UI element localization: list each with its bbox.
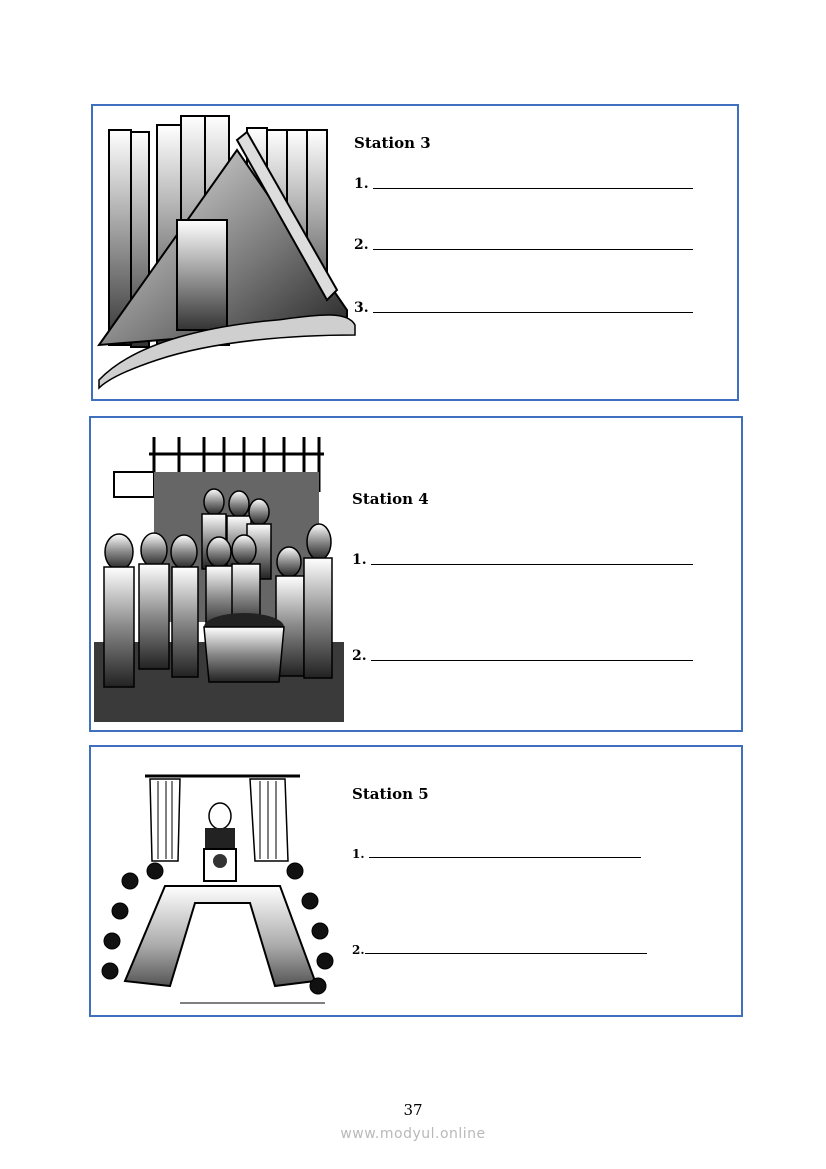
answer-line xyxy=(371,564,693,565)
station-4-card xyxy=(89,416,743,732)
station-4-answer-1[interactable] xyxy=(352,552,693,568)
answer-line xyxy=(371,660,693,661)
answer-number: 2. xyxy=(352,648,367,664)
assembly-group-illustration xyxy=(94,432,344,722)
station-4-answer-2[interactable] xyxy=(352,648,693,664)
station-3-answer-2[interactable] xyxy=(354,237,693,253)
council-meeting-illustration xyxy=(100,771,340,1011)
answer-number: 2. xyxy=(352,943,365,957)
page-number: 37 xyxy=(403,1101,423,1119)
answer-line xyxy=(373,188,693,189)
answer-line xyxy=(369,857,641,858)
answer-number: 1. xyxy=(352,847,365,861)
answer-number: 1. xyxy=(352,552,367,568)
station-3-card xyxy=(91,104,739,401)
station-3-answer-3[interactable] xyxy=(354,300,693,316)
answer-line xyxy=(365,953,647,954)
station-5-card xyxy=(89,745,743,1017)
station-5-answer-1[interactable] xyxy=(352,847,641,861)
answer-number: 1. xyxy=(354,176,369,192)
station-5-answer-2[interactable] xyxy=(352,943,647,957)
station-4-title: Station 4 xyxy=(352,490,429,508)
answer-line xyxy=(373,249,693,250)
station-5-title: Station 5 xyxy=(352,785,429,803)
government-building-illustration xyxy=(97,110,359,390)
answer-line xyxy=(373,312,693,313)
answer-number: 3. xyxy=(354,300,369,316)
website-watermark: www.modyul.online xyxy=(340,1126,486,1142)
station-3-answer-1[interactable] xyxy=(354,176,693,192)
station-3-title: Station 3 xyxy=(354,134,431,152)
answer-number: 2. xyxy=(354,237,369,253)
